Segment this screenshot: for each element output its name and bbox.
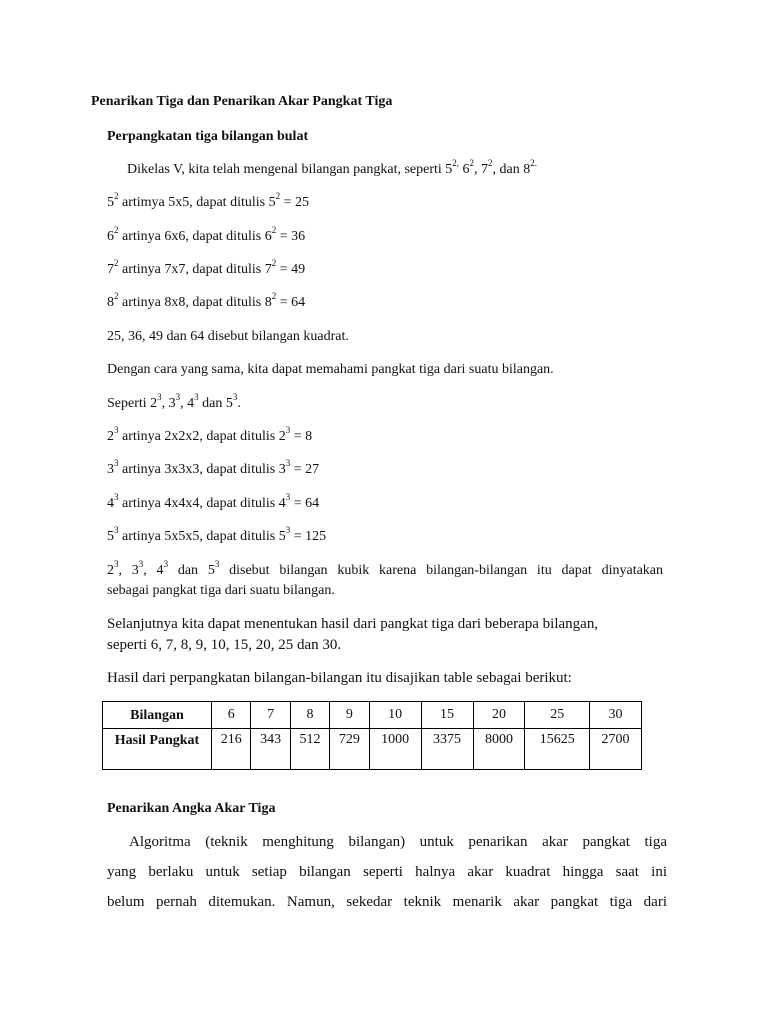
algoritma-line-2: yang berlaku untuk setiap bilangan seperti halnya akar kuadrat hingga saat ini — [107, 864, 667, 880]
selanjutnya-paragraph — [107, 614, 663, 656]
table-row-hasil — [103, 729, 642, 770]
cube-line: $4^3$ artinya 4x4x4, dapat ditulis $4^3 = 64$ — [107, 492, 320, 511]
square-line: $8^2$ artinya 8x8, dapat ditulis $8^2 = 64$ — [107, 291, 306, 310]
table-cell: 216 — [212, 729, 251, 770]
table-cell: 20 — [473, 702, 525, 729]
table-cell: 512 — [290, 729, 329, 770]
table-cell: 30 — [589, 702, 641, 729]
selanjutnya-line-2: seperti 6, 7, 8, 9, 10, 15, 20, 25 dan 30. — [107, 637, 342, 653]
kuadrat-line: 25, 36, 49 dan 64 disebut bilangan kuadrat. — [107, 329, 349, 344]
table-cell: 25 — [525, 702, 590, 729]
table-row-bilangan — [103, 702, 642, 729]
table-cell: 2700 — [589, 729, 641, 770]
table-header-hasil-pangkat: Hasil Pangkat — [103, 729, 212, 770]
algoritma-line-3: belum pernah ditemukan. Namun, sekedar teknik menarik akar pangkat tiga dari — [107, 894, 667, 910]
kubik-line-2: sebagai pangkat tiga dari suatu bilangan. — [107, 583, 335, 598]
section-title-perpangkatan: Perpangkatan tiga bilangan bulat — [107, 129, 309, 144]
selanjutnya-line-1: Selanjutnya kita dapat menentukan hasil dari pangkat tiga dari beberapa bilangan, — [107, 616, 599, 632]
table-cell: 3375 — [421, 729, 473, 770]
table-cell: 15625 — [525, 729, 590, 770]
table-cell: 729 — [330, 729, 369, 770]
square-line: $5^2$ artimya 5x5, dapat ditulis $5^2 = 25$ — [107, 191, 309, 210]
cube-line: $3^3$ artinya 3x3x3, dapat ditulis $3^3 = 27$ — [107, 458, 320, 477]
table-header-bilangan: Bilangan — [103, 702, 212, 729]
document-title: Penarikan Tiga dan Penarikan Akar Pangkat Tiga — [91, 94, 393, 109]
seperti-line: Seperti $2^3$, $3^3$, $4^3$ dan $5^3$. — [107, 392, 241, 411]
table-cell: 7 — [251, 702, 290, 729]
section-title-akar-tiga: Penarikan Angka Akar Tiga — [107, 801, 276, 816]
table-cell: 10 — [369, 702, 421, 729]
hasil-line: Hasil dari perpangkatan bilangan-bilangan itu disajikan table sebagai berikut: — [107, 670, 572, 686]
cube-table — [102, 701, 642, 770]
cube-line: $5^3$ artinya 5x5x5, dapat ditulis $5^3 = 125$ — [107, 525, 327, 544]
algoritma-line-1: Algoritma (teknik menghitung bilangan) untuk penarikan akar pangkat tiga — [129, 834, 667, 850]
algoritma-paragraph — [107, 827, 667, 917]
table-cell: 8 — [290, 702, 329, 729]
square-line: $6^2$ artinya 6x6, dapat ditulis $6^2 = 36$ — [107, 225, 306, 244]
table-cell: 6 — [212, 702, 251, 729]
kubik-paragraph — [107, 561, 663, 601]
kubik-line-1: $2^3$, $3^3$, $4^3$ dan $5^3$ disebut bilangan kubik karena bilangan-bilangan itu dapat dinyatakan — [107, 559, 664, 578]
intro-line: Dikelas V, kita telah mengenal bilangan pangkat, seperti $5^{2,}$ $6^2$, $7^2$, dan $8^{2.}$ — [127, 158, 537, 177]
cube-line: $2^3$ artinya 2x2x2, dapat ditulis $2^3 = 8$ — [107, 425, 313, 444]
table-cell: 9 — [330, 702, 369, 729]
table-cell: 15 — [421, 702, 473, 729]
square-line: $7^2$ artinya 7x7, dapat ditulis $7^2 = 49$ — [107, 258, 306, 277]
table-cell: 8000 — [473, 729, 525, 770]
table-cell: 1000 — [369, 729, 421, 770]
same-way-line: Dengan cara yang sama, kita dapat memahami pangkat tiga dari suatu bilangan. — [107, 362, 554, 377]
table-cell: 343 — [251, 729, 290, 770]
